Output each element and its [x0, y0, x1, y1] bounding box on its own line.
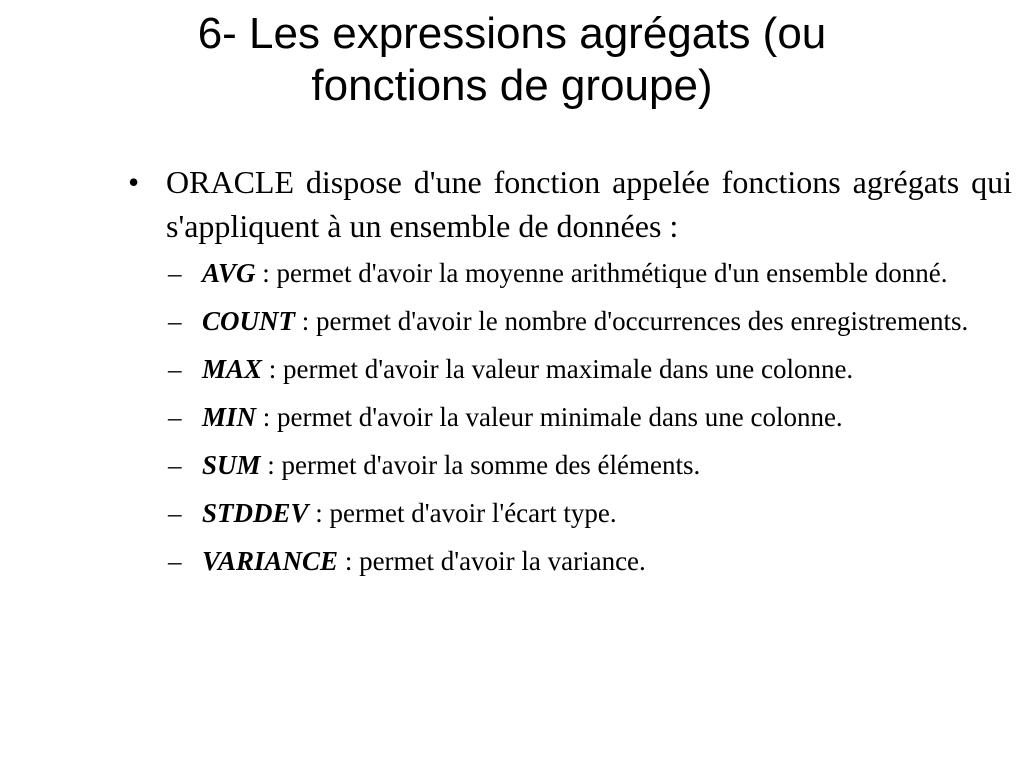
function-description: : permet d'avoir la valeur minimale dans une colonne.: [256, 402, 843, 432]
function-name: STDDEV: [202, 498, 309, 528]
subitem-max: [128, 350, 1012, 388]
subitem-count: [128, 302, 1012, 340]
function-name: MAX: [202, 354, 263, 384]
subitem-stddev: [128, 494, 1012, 532]
function-description: : permet d'avoir la somme des éléments.: [260, 450, 701, 480]
slide-title-line-2: fonctions de groupe): [311, 61, 713, 110]
subitem-variance: [128, 542, 1012, 580]
bullet-marker: •: [128, 164, 140, 200]
function-description: : permet d'avoir le nombre d'occurrences des enregistrements.: [295, 306, 969, 336]
function-name: AVG: [202, 258, 256, 288]
subitem-min: [128, 398, 1012, 436]
dash-marker: –: [168, 546, 182, 576]
slide-title-line-1: 6- Les expressions agrégats (ou: [197, 9, 827, 58]
subitem-avg: [128, 254, 1012, 292]
function-description: : permet d'avoir la variance.: [338, 546, 646, 576]
function-name: VARIANCE: [202, 546, 339, 576]
dash-marker: –: [168, 402, 182, 432]
subitem-sum: [128, 446, 1012, 484]
function-description: : permet d'avoir l'écart type.: [308, 498, 617, 528]
dash-marker: –: [168, 258, 182, 288]
dash-marker: –: [168, 450, 182, 480]
slide-body: [128, 160, 1012, 590]
dash-marker: –: [168, 498, 182, 528]
function-description: : permet d'avoir la moyenne arithmétique d'un ensemble donné.: [255, 258, 948, 288]
bullet-text: ORACLE dispose d'une fonction appelée fonctions agrégats qui s'appliquent à un ensemble de données :: [166, 164, 1012, 244]
function-name: SUM: [202, 450, 261, 480]
function-description: : permet d'avoir la valeur maximale dans une colonne.: [262, 354, 854, 384]
function-name: COUNT: [202, 306, 295, 336]
bullet-item: [128, 160, 1012, 248]
function-name: MIN: [202, 402, 257, 432]
dash-marker: –: [168, 354, 182, 384]
dash-marker: –: [168, 306, 182, 336]
slide-title: [60, 8, 964, 112]
